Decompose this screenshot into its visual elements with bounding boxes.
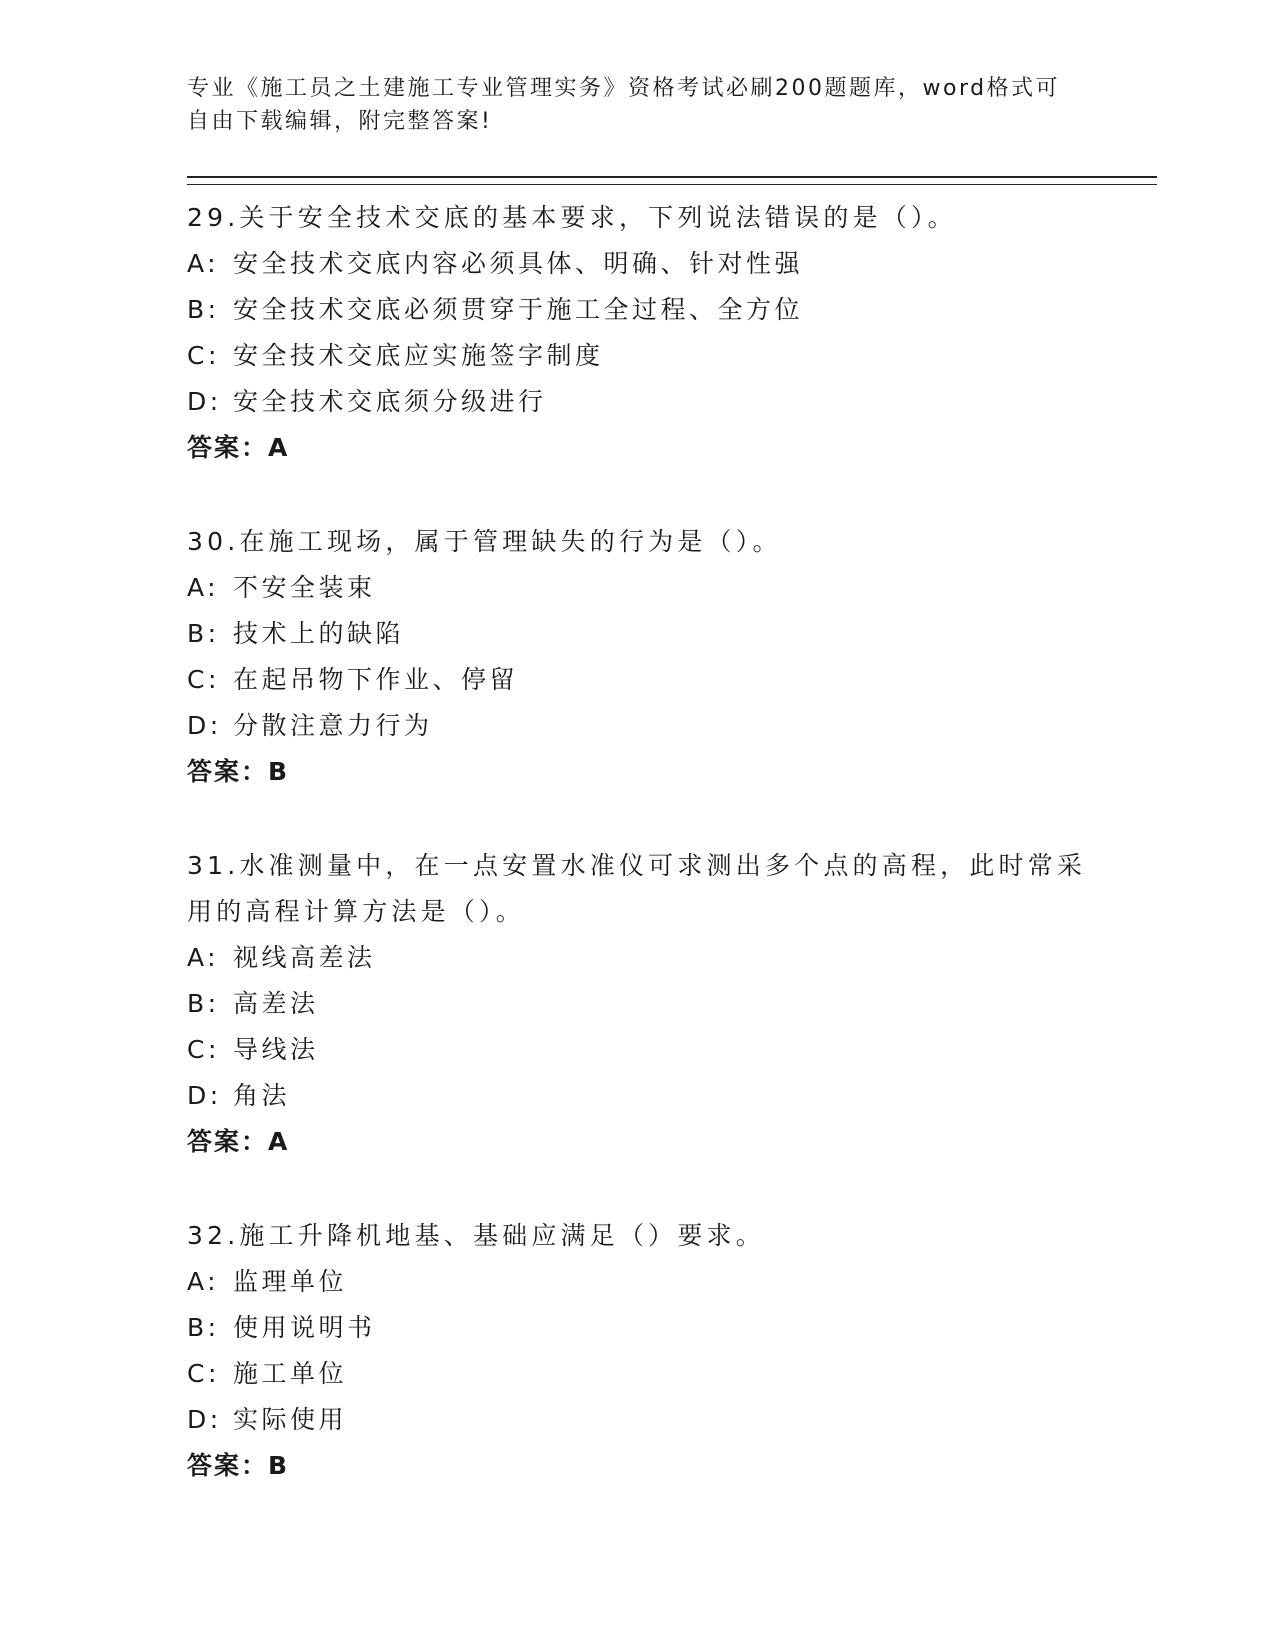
option-letter: A:	[187, 573, 220, 602]
option-text: 安全技术交底内容必须具体、明确、针对性强	[233, 249, 804, 278]
option-a	[187, 1259, 1157, 1305]
option-letter: C:	[187, 1359, 220, 1388]
option-letter: A:	[187, 1267, 220, 1296]
option-text: 导线法	[233, 1035, 319, 1064]
option-text: 使用说明书	[233, 1313, 376, 1342]
question-list	[187, 195, 1157, 1489]
answer: 答案：B	[187, 757, 290, 786]
header-title-line-1: 专业《施工员之土建施工专业管理实务》资格考试必刷200题题库，word格式可	[187, 76, 1061, 101]
option-c	[187, 1351, 1157, 1397]
document-header	[187, 72, 1157, 138]
answer: 答案：A	[187, 433, 290, 462]
question-stem-line-2: 用的高程计算方法是（）。	[187, 897, 525, 926]
option-letter: D:	[187, 1081, 222, 1110]
option-text: 监理单位	[233, 1267, 348, 1296]
question-32	[187, 1213, 1157, 1489]
option-text: 安全技术交底应实施签字制度	[233, 341, 604, 370]
option-b	[187, 287, 1157, 333]
option-letter: A:	[187, 249, 220, 278]
option-d	[187, 1073, 1157, 1119]
option-letter: C:	[187, 1035, 220, 1064]
option-c	[187, 657, 1157, 703]
option-text: 分散注意力行为	[233, 711, 433, 740]
option-letter: B:	[187, 989, 220, 1018]
option-d	[187, 379, 1157, 425]
option-b	[187, 981, 1157, 1027]
option-text: 实际使用	[233, 1405, 348, 1434]
option-letter: C:	[187, 665, 220, 694]
answer: 答案：A	[187, 1127, 290, 1156]
question-stem-line-1: 31.水准测量中，在一点安置水准仪可求测出多个点的高程，此时常采	[187, 851, 1087, 880]
option-d	[187, 703, 1157, 749]
option-text: 技术上的缺陷	[233, 619, 405, 648]
option-a	[187, 935, 1157, 981]
question-31	[187, 843, 1157, 1165]
question-30	[187, 519, 1157, 795]
option-text: 在起吊物下作业、停留	[233, 665, 519, 694]
question-29	[187, 195, 1157, 471]
option-letter: B:	[187, 619, 220, 648]
question-stem: 29.关于安全技术交底的基本要求，下列说法错误的是（）。	[187, 203, 957, 232]
option-text: 安全技术交底须分级进行	[233, 387, 547, 416]
option-d	[187, 1397, 1157, 1443]
option-b	[187, 611, 1157, 657]
option-b	[187, 1305, 1157, 1351]
document-page	[187, 72, 1157, 1537]
option-letter: D:	[187, 1405, 222, 1434]
option-letter: D:	[187, 387, 222, 416]
option-letter: B:	[187, 1313, 220, 1342]
option-letter: D:	[187, 711, 222, 740]
header-title-line-2: 自由下载编辑，附完整答案!	[187, 109, 493, 134]
option-letter: A:	[187, 943, 220, 972]
option-text: 安全技术交底必须贯穿于施工全过程、全方位	[233, 295, 804, 324]
option-text: 不安全装束	[233, 573, 376, 602]
option-text: 视线高差法	[233, 943, 376, 972]
option-text: 高差法	[233, 989, 319, 1018]
option-text: 角法	[233, 1081, 291, 1110]
option-a	[187, 241, 1157, 287]
option-letter: B:	[187, 295, 220, 324]
option-text: 施工单位	[233, 1359, 348, 1388]
answer: 答案：B	[187, 1451, 290, 1480]
option-a	[187, 565, 1157, 611]
option-c	[187, 333, 1157, 379]
header-divider	[187, 176, 1157, 185]
option-c	[187, 1027, 1157, 1073]
option-letter: C:	[187, 341, 220, 370]
question-stem: 30.在施工现场，属于管理缺失的行为是（）。	[187, 527, 782, 556]
question-stem: 32.施工升降机地基、基础应满足（）要求。	[187, 1221, 765, 1250]
